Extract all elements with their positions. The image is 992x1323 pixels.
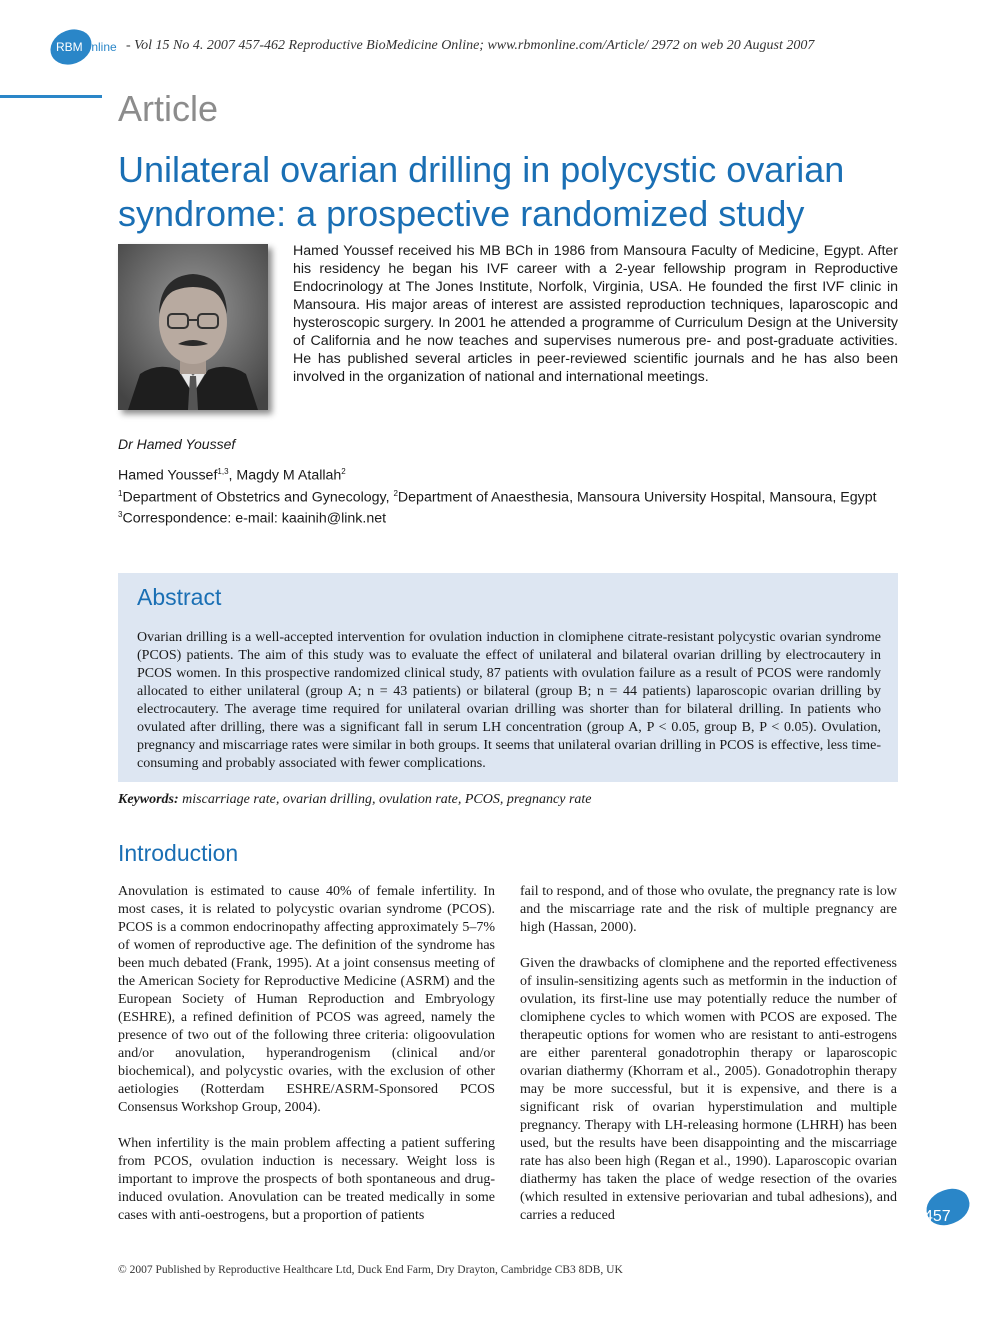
abstract-text: Ovarian drilling is a well-accepted intervention for ovulation induction in clomiphene citrate-resistant polycystic ovarian syndrome (PCOS) patients. The aim of this study was to evaluate the effect of unilateral and bilateral ovarian drilling by electrocautery in PCOS women. In this prospective randomized clinical study, 87 patients with ovulation failure as a result of PCOS were randomly allocated to either unilateral (group A; n = 43 patients) or bilateral (group B; n = 44 patients) laparoscopic ovarian drilling by electrocautery. The average time required for unilateral ovarian drilling was shorter than for bilateral drilling. In patients who ovulated after drilling, there was a significant fall in serum LH concentration (group A, P < 0.05, group B, P < 0.05). Ovulation, pregnancy and miscarriage rates were similar in both groups. It seems that unilateral ovarian drilling in PCOS is effective, less time-consuming and probably associated with fewer complications.	[137, 630, 881, 771]
page-number-badge	[920, 1190, 970, 1226]
keywords-label: Keywords:	[118, 792, 179, 807]
author-bio: Hamed Youssef received his MB BCh in 1986 from Mansoura Faculty of Medicine, Egypt. After his residency he began his IVF career with a 2-year fellowship program in Reproductive Endocrinology at The Jones Institute, Norfolk, Virginia, USA. He founded the first IVF clinic in Mansoura. His major areas of interest are assisted reproduction techniques, laparoscopic and hysteroscopic surgery. In 2001 he attended a programme of Curriculum Design at the University of California and he now teaches and supervises numerous pre- and post-graduate activities. He has published several articles in peer-reviewed scientific journals and he has also been involved in the organization of national and international meetings.	[293, 243, 898, 385]
abstract-heading: Abstract	[137, 584, 222, 610]
logo-rbm-text: RBM	[56, 40, 83, 54]
journal-citation: - Vol 15 No 4. 2007 457-462 Reproductive BioMedicine Online; www.rbmonline.com/Article/ 2972 on web 20 August 2007	[126, 38, 815, 53]
keywords-text: miscarriage rate, ovarian drilling, ovulation rate, PCOS, pregnancy rate	[178, 792, 592, 807]
correspondence-text: Correspondence: e-mail: kaainih@link.net	[122, 511, 387, 528]
section-label: Article	[118, 88, 219, 129]
author-superscript: 2	[341, 467, 346, 476]
author-block	[118, 463, 898, 528]
author-name: Magdy M Atallah	[236, 467, 342, 484]
article-title: Unilateral ovarian drilling in polycystic ovarian syndrome: a prospective randomized study	[118, 149, 845, 234]
correspondence-line	[118, 506, 898, 528]
introduction-heading: Introduction	[118, 840, 239, 866]
intro-column-left	[118, 883, 495, 1243]
journal-logo	[50, 30, 120, 64]
correspondence-superscript: 3	[118, 510, 123, 520]
affiliation-superscript: 2	[393, 488, 398, 498]
author-line	[118, 463, 898, 485]
paragraph: Given the drawbacks of clomiphene and the reported effectiveness of insulin-sensitizing agents such as metformin in the induction of ovulation, its first-line use may potentially reduce the number of clomiphene cycles to which women with PCOS are exposed. The therapeutic options for women who are resistant to anti-estrogens are either parenteral gonadotrophin therapy or laparoscopic ovarian diathermy (Khorram et al., 2005). Gonadotrophin therapy may be more successful, but it is expensive, and there is a significant risk of ovarian hyperstimulation and multiple pregnancy. Therapy with LH-releasing hormone (LHRH) has been used, but the results have been disappointing and the miscarriage rate has also been high (Regan et al., 1990). Laparoscopic ovarian diathermy has taken the place of wedge resection of the ovaries (which resulted in extensive periovarian and tubal adhesions), and carries a reduced	[520, 956, 897, 1223]
author-portrait-image	[118, 244, 268, 410]
author-separator: ,	[228, 467, 237, 484]
author-name: Hamed Youssef	[118, 467, 218, 484]
intro-column-right	[520, 883, 897, 1243]
affiliation-text: Department of Anaesthesia, Mansoura University Hospital, Mansoura, Egypt	[397, 489, 877, 506]
author-photo	[118, 244, 268, 410]
logo-online-text: Online	[82, 40, 117, 54]
page-number: 457	[924, 1208, 951, 1225]
keywords	[118, 792, 592, 808]
copyright-footer: © 2007 Published by Reproductive Healthcare Ltd, Duck End Farm, Dry Drayton, Cambridge CB3 8DB, UK	[118, 1264, 623, 1276]
affiliation-line	[118, 485, 898, 507]
header-rule	[0, 95, 102, 98]
paragraph: When infertility is the main problem affecting a patient suffering from PCOS, ovulation induction is necessary. Weight loss is important to improve the prospects of both spontaneous and drug-induced ovulation. Anovulation can be treated medically in some cases with anti-oestrogens, but a proportion of patients	[118, 1136, 495, 1223]
author-superscript: 1,3	[217, 467, 229, 476]
paragraph: Anovulation is estimated to cause 40% of female infertility. In most cases, it is related to polycystic ovarian syndrome (PCOS). PCOS is a common endocrinopathy affecting approximately 5–7% of women of reproductive age. The definition of the syndrome has been much debated (Frank, 1995). At a joint consensus meeting of the American Society for Reproductive Medicine (ASRM) and the European Society of Human Reproduction and Embryology (ESHRE), a refined definition of PCOS was agreed, namely the presence of two out of the following three criteria: oligoovulation and/or anovulation, hyperandrogenism (clinical and/or biochemical), and polycystic ovaries, with the exclusion of other aetiologies (Rotterdam ESHRE/ASRM-Sponsored PCOS Consensus Workshop Group, 2004).	[118, 884, 495, 1115]
affiliation-text: Department of Obstetrics and Gynecology,	[122, 489, 394, 506]
paragraph: fail to respond, and of those who ovulate, the pregnancy rate is low and the miscarriage rate and the risk of multiple pregnancy are high (Hassan, 2000).	[520, 884, 897, 935]
photo-caption: Dr Hamed Youssef	[118, 436, 236, 452]
affiliation-superscript: 1	[118, 488, 123, 498]
